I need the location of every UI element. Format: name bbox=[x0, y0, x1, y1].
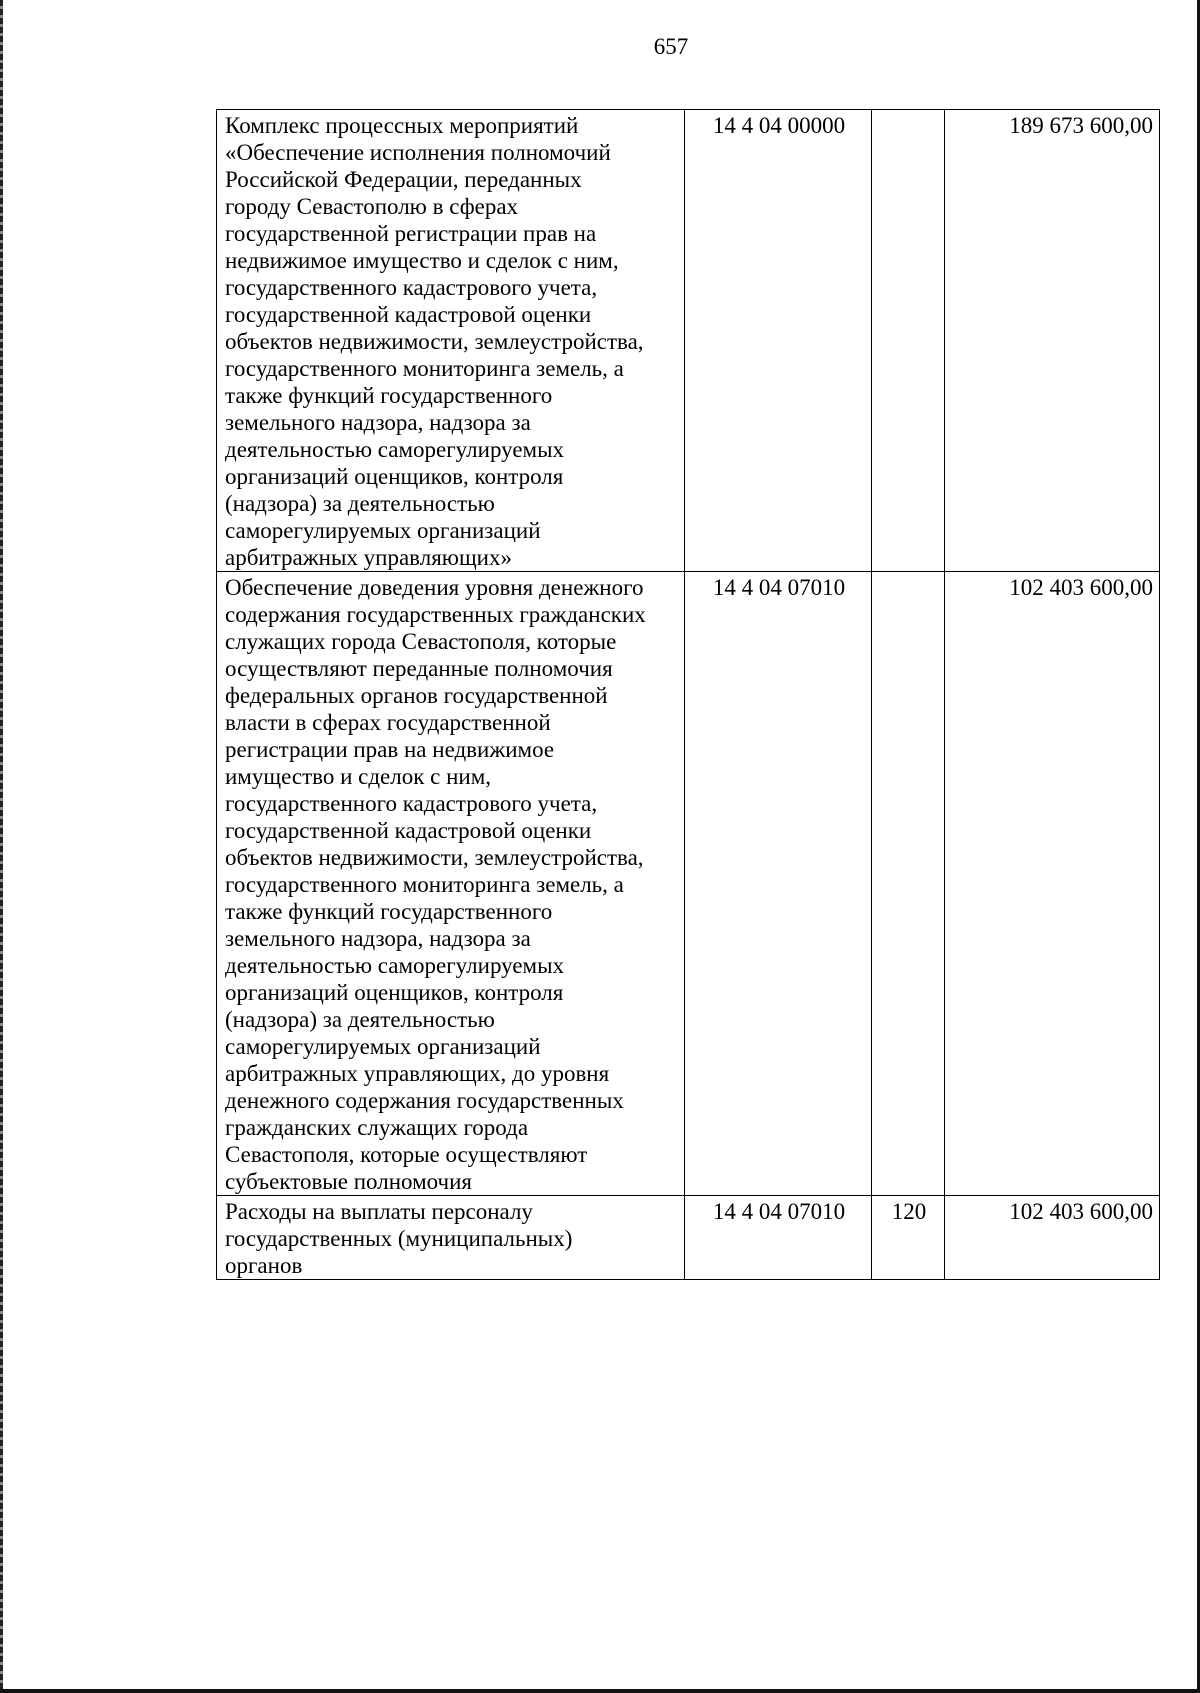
cell-target-article: 14 4 04 07010 bbox=[685, 572, 872, 1196]
scan-edge-left bbox=[0, 0, 3, 1693]
name-line: государственной регистрации прав на bbox=[225, 221, 597, 246]
name-line: Севастополя, которые осуществляют bbox=[225, 1142, 588, 1167]
name-line: государственных (муниципальных) bbox=[225, 1226, 573, 1251]
name-line: деятельностью саморегулируемых bbox=[225, 953, 565, 978]
name-line: Обеспечение доведения уровня денежного bbox=[225, 575, 644, 600]
name-line: объектов недвижимости, землеустройства, bbox=[225, 845, 644, 870]
name-line: арбитражных управляющих, до уровня bbox=[225, 1061, 610, 1086]
name-line: организаций оценщиков, контроля bbox=[225, 464, 564, 489]
name-line: объектов недвижимости, землеустройства, bbox=[225, 329, 644, 354]
name-line: недвижимое имущество и сделок с ним, bbox=[225, 248, 619, 273]
table-row bbox=[217, 572, 1160, 1196]
name-line: регистрации прав на недвижимое bbox=[225, 737, 555, 762]
name-line: имущество и сделок с ним, bbox=[225, 764, 492, 789]
name-line: федеральных органов государственной bbox=[225, 683, 608, 708]
name-line: государственного кадастрового учета, bbox=[225, 791, 598, 816]
name-line: (надзора) за деятельностью bbox=[225, 1007, 495, 1032]
cell-expense-type bbox=[872, 110, 945, 572]
name-line: содержания государственных гражданских bbox=[225, 602, 646, 627]
table-row bbox=[217, 1196, 1160, 1280]
name-line: государственной кадастровой оценки bbox=[225, 302, 592, 327]
name-line: субъектовые полномочия bbox=[225, 1169, 472, 1194]
name-line: «Обеспечение исполнения полномочий bbox=[225, 140, 611, 165]
name-line: земельного надзора, надзора за bbox=[225, 926, 531, 951]
name-line: государственного кадастрового учета, bbox=[225, 275, 598, 300]
name-line: власти в сферах государственной bbox=[225, 710, 551, 735]
name-line: государственного мониторинга земель, а bbox=[225, 872, 624, 897]
name-line: арбитражных управляющих» bbox=[225, 545, 512, 570]
cell-amount: 102 403 600,00 bbox=[945, 1196, 1160, 1280]
name-line: служащих города Севастополя, которые bbox=[225, 629, 617, 654]
name-line: (надзора) за деятельностью bbox=[225, 491, 495, 516]
page-number: 657 bbox=[653, 34, 689, 59]
name-line: органов bbox=[225, 1253, 303, 1278]
name-line: городу Севастополю в сферах bbox=[225, 194, 519, 219]
name-line: организаций оценщиков, контроля bbox=[225, 980, 564, 1005]
cell-name bbox=[217, 110, 685, 572]
name-line: Российской Федерации, переданных bbox=[225, 167, 582, 192]
name-line: гражданских служащих города bbox=[225, 1115, 529, 1140]
name-line: Комплекс процессных мероприятий bbox=[225, 113, 579, 138]
scan-edge-bottom bbox=[0, 1689, 1200, 1693]
cell-name bbox=[217, 572, 685, 1196]
name-line: саморегулируемых организаций bbox=[225, 1034, 541, 1059]
budget-table-body bbox=[217, 110, 1160, 1280]
cell-amount: 189 673 600,00 bbox=[945, 110, 1160, 572]
cell-amount: 102 403 600,00 bbox=[945, 572, 1160, 1196]
name-line: Расходы на выплаты персоналу bbox=[225, 1199, 533, 1224]
name-line: земельного надзора, надзора за bbox=[225, 410, 531, 435]
name-line: деятельностью саморегулируемых bbox=[225, 437, 565, 462]
cell-name bbox=[217, 1196, 685, 1280]
name-line: саморегулируемых организаций bbox=[225, 518, 541, 543]
cell-target-article: 14 4 04 07010 bbox=[685, 1196, 872, 1280]
cell-target-article: 14 4 04 00000 bbox=[685, 110, 872, 572]
name-line: государственного мониторинга земель, а bbox=[225, 356, 624, 381]
name-line: также функций государственного bbox=[225, 899, 553, 924]
cell-expense-type bbox=[872, 572, 945, 1196]
name-line: государственной кадастровой оценки bbox=[225, 818, 592, 843]
name-line: также функций государственного bbox=[225, 383, 553, 408]
budget-table bbox=[216, 109, 1160, 1280]
name-line: денежного содержания государственных bbox=[225, 1088, 624, 1113]
cell-expense-type: 120 bbox=[872, 1196, 945, 1280]
name-line: осуществляют переданные полномочия bbox=[225, 656, 613, 681]
table-row bbox=[217, 110, 1160, 572]
